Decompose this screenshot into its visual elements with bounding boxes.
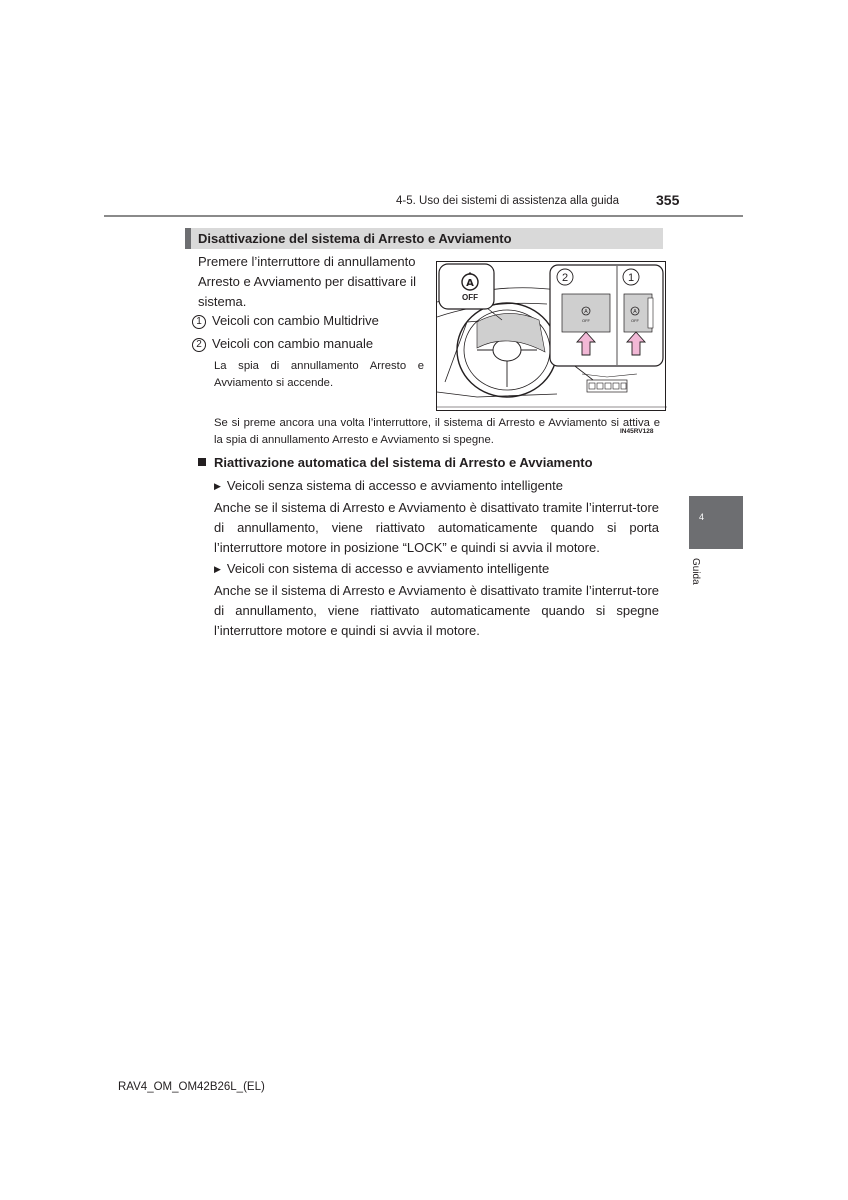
small-off-label: OFF (582, 318, 590, 323)
callout-number-2: 2 (561, 272, 569, 284)
chapter-number: 4 (699, 512, 705, 522)
square-bullet-icon (198, 458, 206, 466)
section-heading-text: Disattivazione del sistema di Arresto e Avviamento (198, 231, 512, 246)
svg-text:A: A (633, 309, 637, 315)
page-number: 355 (656, 192, 680, 208)
svg-text:A: A (466, 278, 474, 289)
case-label (214, 478, 563, 493)
case-paragraph: Anche se il sistema di Arresto e Avviamento è disattivato tramite l’interrut-tore di annullamento, viene riattivato automaticamente quando si porta l’interruttore motore in posizione “LOCK” e quindi si avvia il motore. (214, 500, 659, 555)
case-label (214, 561, 549, 576)
header-rule (104, 215, 743, 217)
circled-number: 1 (192, 315, 206, 329)
off-label: OFF (462, 293, 478, 302)
footer-code: RAV4_OM_OM42B26L_(EL) (118, 1081, 265, 1093)
reactivation-note: Se si preme ancora una volta l’interruttore, il sistema di Arresto e Avviamento si attiva e la spia di annullamento Arresto e Avviamento si spegne. (214, 417, 660, 446)
subsection-heading-text: Riattivazione automatica del sistema di Arresto e Avviamento (214, 455, 593, 470)
list-item-text: Veicoli con cambio Multidrive (212, 313, 379, 328)
case-paragraph: Anche se il sistema di Arresto e Avviamento è disattivato tramite l’interrut-tore di annullamento, viene riattivato automaticamente quando si spegne l’interruttore motore e quindi si avvia il motore. (214, 583, 659, 638)
case-label-text: Veicoli senza sistema di accesso e avviamento intelligente (226, 478, 563, 493)
small-off-label-2: OFF (631, 318, 639, 323)
case-label-text: Veicoli con sistema di accesso e avviamento intelligente (226, 561, 550, 576)
indicator-note: La spia di annullamento Arresto e Avviamento si accende. (214, 360, 424, 389)
triangle-bullet-icon: ▶ (214, 564, 221, 574)
dashboard-illustration (436, 261, 666, 411)
list-item (192, 313, 379, 329)
figure-code: IN45RV128 (620, 428, 654, 435)
chapter-tab (689, 496, 743, 549)
triangle-bullet-icon: ▶ (214, 481, 221, 491)
chapter-label: Guida (690, 558, 701, 585)
callout-number-1: 1 (627, 272, 635, 284)
list-item (192, 336, 373, 352)
dashboard-drawing (437, 262, 667, 412)
svg-text:A: A (584, 309, 588, 315)
intro-paragraph: Premere l’interruttore di annullamento Arresto e Avviamento per disattivare il sistema. (198, 254, 416, 309)
section-heading (185, 228, 663, 249)
subsection-heading (198, 455, 593, 470)
list-item-text: Veicoli con cambio manuale (212, 336, 374, 351)
running-header-section: 4-5. Uso dei sistemi di assistenza alla guida (396, 195, 620, 207)
circled-number: 2 (192, 338, 206, 352)
